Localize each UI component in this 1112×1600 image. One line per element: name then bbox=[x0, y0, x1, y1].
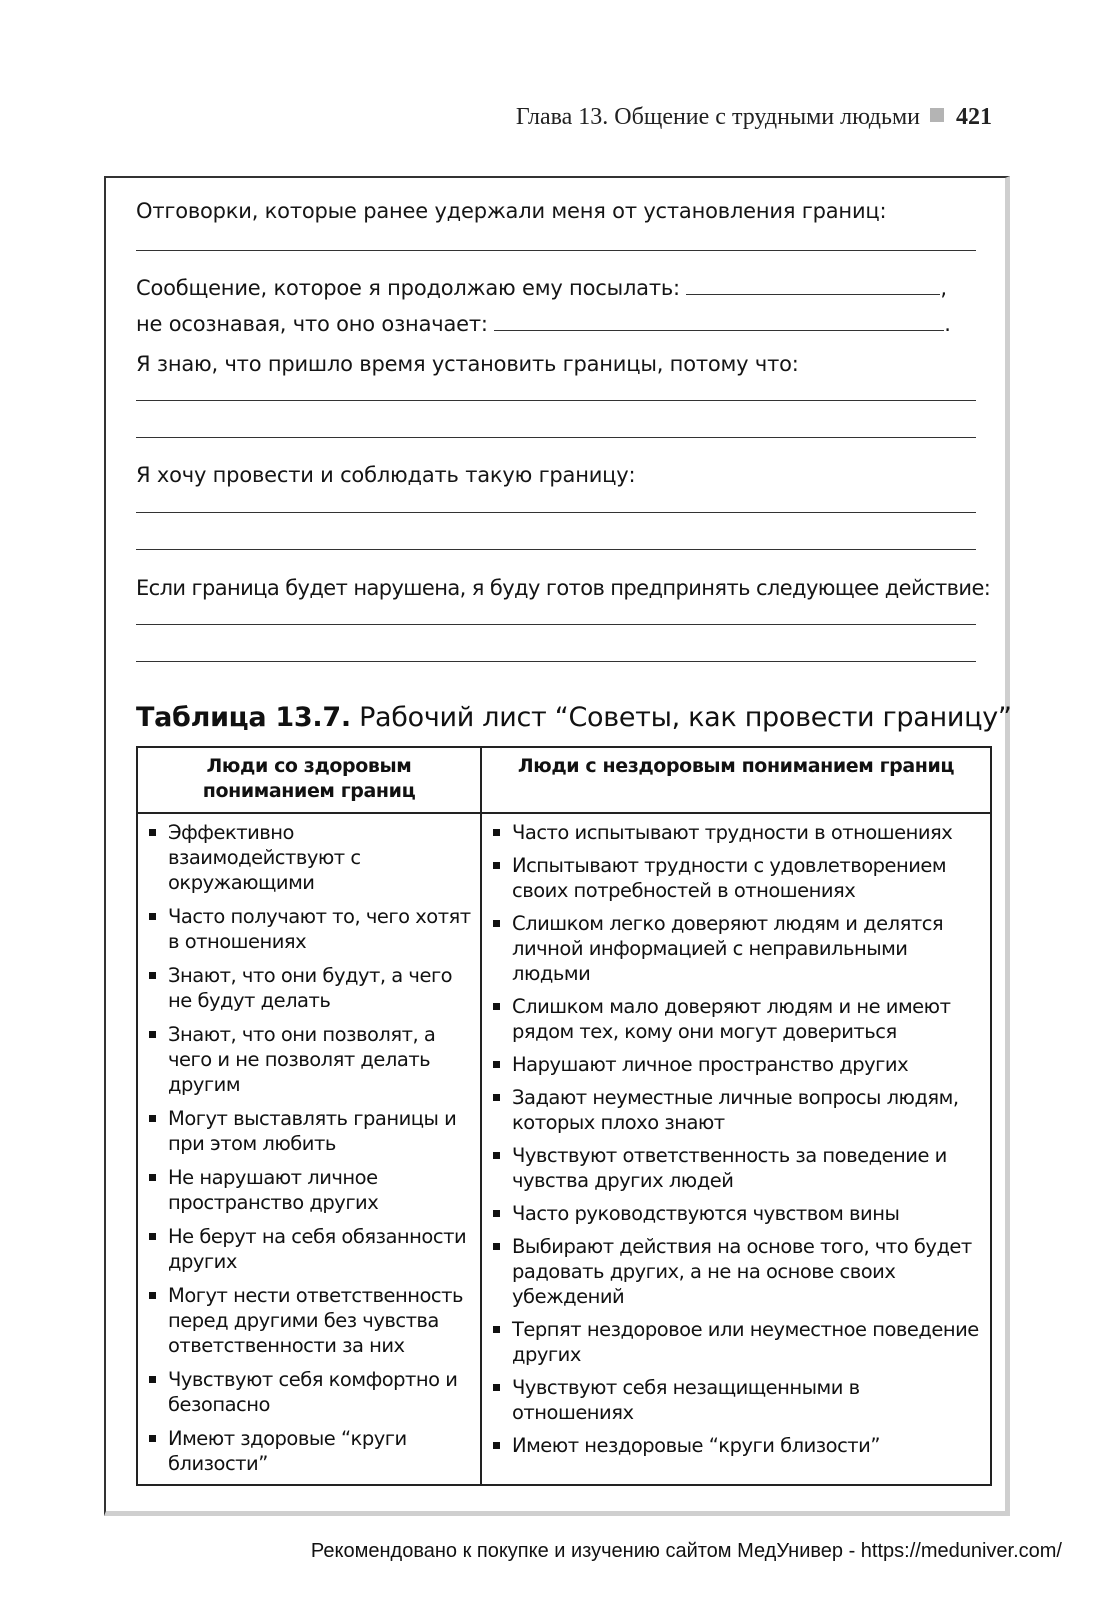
bullet-icon bbox=[493, 862, 500, 869]
excuses-label: Отговорки, которые ранее удержали меня от установления границ: bbox=[136, 199, 887, 223]
bullet-icon bbox=[493, 1152, 500, 1159]
boundary-answer-line-2[interactable] bbox=[136, 549, 976, 550]
bullet-icon bbox=[493, 1243, 500, 1250]
list-item: Имеют нездоровые “круги близости” bbox=[490, 1433, 985, 1458]
list-item: Знают, что они будут, а чего не будут делать bbox=[146, 963, 476, 1013]
meaning-period: . bbox=[944, 312, 951, 336]
list-item: Слишком легко доверяют людям и делятся личной информацией с неправильными людьми bbox=[490, 911, 985, 986]
boundary-label: Я хочу провести и соблюдать такую границу: bbox=[136, 463, 636, 487]
bullet-icon bbox=[149, 1174, 156, 1181]
list-item: Выбирают действия на основе того, что будет радовать других, а не на основе своих убеждений bbox=[490, 1234, 985, 1309]
list-item: Чувствуют себя незащищенными в отношениях bbox=[490, 1375, 985, 1425]
column-divider bbox=[480, 748, 482, 1484]
bullet-icon bbox=[493, 1384, 500, 1391]
separator-square-icon bbox=[930, 108, 944, 122]
time-answer-line-2[interactable] bbox=[136, 437, 976, 438]
bullet-icon bbox=[493, 1210, 500, 1217]
message-comma: , bbox=[940, 276, 947, 300]
list-item: Нарушают личное пространство других bbox=[490, 1052, 985, 1077]
list-item: Эффективно взаимодействуют с окружающими bbox=[146, 820, 476, 895]
list-item: Не нарушают личное пространство других bbox=[146, 1165, 476, 1215]
action-answer-line-2[interactable] bbox=[136, 661, 976, 662]
footer-recommendation: Рекомендовано к покупке и изучению сайтом МедУнивер - https://meduniver.com/ bbox=[310, 1540, 1062, 1562]
list-item: Могут выставлять границы и при этом любить bbox=[146, 1106, 476, 1156]
list-item: Чувствуют ответственность за поведение и чувства других людей bbox=[490, 1143, 985, 1193]
list-item: Задают неуместные личные вопросы людям, которых плохо знают bbox=[490, 1085, 985, 1135]
boundaries-table bbox=[136, 746, 992, 1486]
action-answer-line-1[interactable] bbox=[136, 624, 976, 625]
excuses-answer-line[interactable] bbox=[136, 250, 976, 251]
table-title bbox=[136, 702, 1012, 733]
bullet-icon bbox=[493, 1003, 500, 1010]
list-item: Чувствуют себя комфортно и безопасно bbox=[146, 1367, 476, 1417]
bullet-icon bbox=[149, 913, 156, 920]
header-unhealthy: Люди с нездоровым пониманием границ bbox=[517, 755, 955, 777]
chapter-title: Глава 13. Общение с трудными людьми bbox=[515, 104, 920, 130]
list-item: Испытывают трудности с удовлетворением своих потребностей в отношениях bbox=[490, 853, 985, 903]
running-head bbox=[300, 104, 992, 131]
bullet-icon bbox=[149, 972, 156, 979]
time-answer-line-1[interactable] bbox=[136, 400, 976, 401]
table-number: Таблица 13.7. bbox=[136, 702, 351, 733]
bullet-icon bbox=[149, 1233, 156, 1240]
header-divider bbox=[138, 812, 990, 814]
bullet-icon bbox=[149, 1115, 156, 1122]
boundary-answer-line-1[interactable] bbox=[136, 512, 976, 513]
message-label: Сообщение, которое я продолжаю ему посылать: bbox=[136, 276, 680, 300]
meaning-answer-line[interactable] bbox=[494, 312, 944, 331]
bullet-icon bbox=[149, 1435, 156, 1442]
list-item: Не берут на себя обязанности других bbox=[146, 1224, 476, 1274]
bullet-icon bbox=[149, 829, 156, 836]
bullet-icon bbox=[493, 920, 500, 927]
meaning-row bbox=[136, 312, 951, 336]
action-label: Если граница будет нарушена, я буду готов предпринять следующее действие: bbox=[136, 576, 991, 600]
page-number: 421 bbox=[956, 104, 992, 130]
bullet-icon bbox=[493, 1061, 500, 1068]
list-item: Знают, что они позволят, а чего и не позволят делать другим bbox=[146, 1022, 476, 1097]
time-label: Я знаю, что пришло время установить границы, потому что: bbox=[136, 352, 799, 376]
list-item: Могут нести ответственность перед другими без чувства ответственности за них bbox=[146, 1283, 476, 1358]
list-item: Имеют здоровые “круги близости” bbox=[146, 1426, 476, 1476]
bullet-icon bbox=[493, 1442, 500, 1449]
message-row bbox=[136, 276, 947, 300]
bullet-icon bbox=[493, 1326, 500, 1333]
unhealthy-list bbox=[490, 820, 985, 1466]
bullet-icon bbox=[149, 1031, 156, 1038]
healthy-list bbox=[146, 820, 476, 1485]
list-item: Часто руководствуются чувством вины bbox=[490, 1201, 985, 1226]
meaning-label: не осознавая, что оно означает: bbox=[136, 312, 488, 336]
list-item: Часто получают то, чего хотят в отношениях bbox=[146, 904, 476, 954]
bullet-icon bbox=[493, 1094, 500, 1101]
table-caption: Рабочий лист “Советы, как провести границу” bbox=[350, 702, 1012, 733]
message-answer-line[interactable] bbox=[686, 276, 940, 295]
list-item: Слишком мало доверяют людям и не имеют рядом тех, кому они могут довериться bbox=[490, 994, 985, 1044]
bullet-icon bbox=[149, 1292, 156, 1299]
list-item: Часто испытывают трудности в отношениях bbox=[490, 820, 985, 845]
list-item: Терпят нездоровое или неуместное поведение других bbox=[490, 1317, 985, 1367]
bullet-icon bbox=[493, 829, 500, 836]
header-healthy: Люди со здоровым пониманием границ bbox=[202, 755, 416, 802]
bullet-icon bbox=[149, 1376, 156, 1383]
